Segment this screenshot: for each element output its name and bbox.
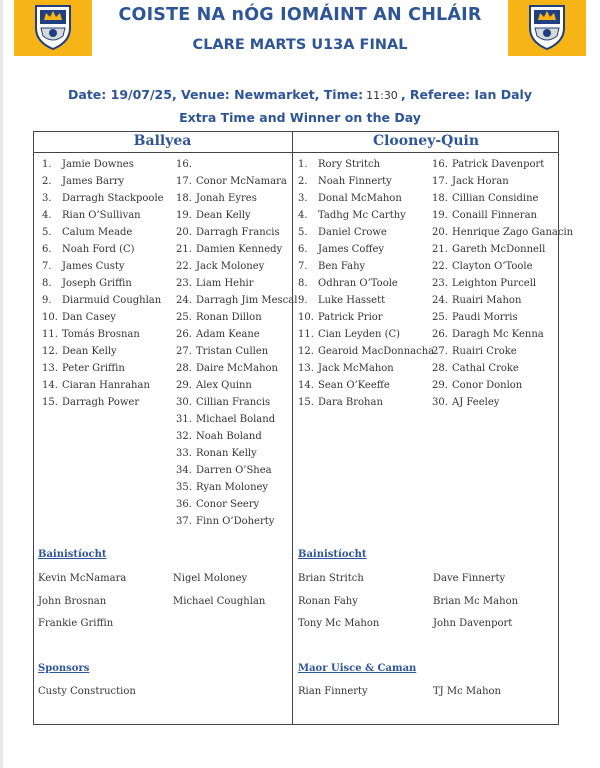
- player-row: [432, 207, 573, 224]
- player-row: [298, 275, 434, 292]
- player-row: [432, 394, 573, 411]
- right-players-subs: [432, 156, 573, 411]
- player-number: 28.: [432, 363, 448, 374]
- player-name: Gearoid MacDonnacha: [318, 346, 435, 357]
- player-number: 29.: [176, 380, 192, 391]
- player-number: 36.: [176, 499, 192, 510]
- player-number: 25.: [176, 312, 192, 323]
- player-name: Henrique Zago Ganacin: [452, 227, 574, 238]
- left-manager: John Brosnan: [38, 596, 107, 607]
- player-name: James Barry: [62, 176, 125, 187]
- player-row: [176, 462, 297, 479]
- player-name: Cathal Croke: [452, 363, 519, 374]
- player-name: Jamie Downes: [62, 159, 134, 170]
- right-manager: Brian Mc Mahon: [433, 596, 519, 607]
- player-number: 3.: [298, 193, 308, 204]
- player-name: Patrick Prior: [318, 312, 383, 323]
- player-row: [42, 156, 164, 173]
- player-row: [298, 207, 434, 224]
- player-row: [432, 275, 573, 292]
- player-number: 25.: [432, 312, 448, 323]
- player-name: Daniel Crowe: [318, 227, 387, 238]
- player-name: Dean Kelly: [196, 210, 251, 221]
- player-name: Liam Hehir: [196, 278, 254, 289]
- player-number: 15.: [298, 397, 314, 408]
- player-name: James Custy: [62, 261, 125, 272]
- left-sponsors-heading: Sponsors: [38, 663, 90, 674]
- player-row: [176, 513, 297, 530]
- player-name: Darragh Francis: [196, 227, 280, 238]
- player-name: Ronan Dillon: [196, 312, 262, 323]
- player-row: [42, 258, 164, 275]
- right-manager: Ronan Fahy: [298, 596, 358, 607]
- player-number: 27.: [176, 346, 192, 357]
- player-name: Gareth McDonnell: [452, 244, 546, 255]
- player-row: [42, 360, 164, 377]
- player-row: [176, 343, 297, 360]
- player-number: 31.: [176, 414, 192, 425]
- player-number: 34.: [176, 465, 192, 476]
- player-number: 3.: [42, 193, 52, 204]
- player-name: Ryan Moloney: [196, 482, 269, 493]
- team-name-right: Clooney-Quin: [372, 133, 480, 149]
- right-players-starting: [298, 156, 434, 411]
- player-number: 19.: [176, 210, 192, 221]
- player-name: Ciaran Hanrahan: [62, 380, 150, 391]
- player-row: [42, 275, 164, 292]
- player-name: James Coffey: [318, 244, 385, 255]
- player-name: Leighton Purcell: [452, 278, 537, 289]
- player-name: Dara Brohan: [318, 397, 383, 408]
- player-row: [432, 258, 573, 275]
- player-number: 9.: [298, 295, 308, 306]
- player-row: [176, 241, 297, 258]
- player-row: [432, 292, 573, 309]
- player-name: Daragh Mc Kenna: [452, 329, 544, 340]
- match-time: 11:30: [366, 89, 398, 102]
- player-row: [432, 241, 573, 258]
- player-name: Rory Stritch: [318, 159, 381, 170]
- left-manager: Frankie Griffin: [38, 618, 114, 629]
- player-row: [42, 394, 164, 411]
- player-name: Darragh Stackpoole: [62, 193, 164, 204]
- player-number: 16.: [432, 159, 448, 170]
- player-number: 12.: [298, 346, 314, 357]
- player-number: 15.: [42, 397, 58, 408]
- player-row: [432, 309, 573, 326]
- player-name: Joseph Griffin: [62, 278, 132, 289]
- player-row: [176, 411, 297, 428]
- player-number: 24.: [432, 295, 448, 306]
- player-row: [432, 190, 573, 207]
- player-row: [298, 173, 434, 190]
- player-row: [298, 377, 434, 394]
- player-number: 19.: [432, 210, 448, 221]
- player-number: 14.: [42, 380, 58, 391]
- right-manager: Brian Stritch: [298, 573, 364, 584]
- player-row: [176, 275, 297, 292]
- player-name: Donal McMahon: [318, 193, 402, 204]
- player-number: 8.: [42, 278, 52, 289]
- player-name: Ronan Kelly: [196, 448, 257, 459]
- left-manager: Michael Coughlan: [173, 596, 266, 607]
- player-name: Darren O’Shea: [196, 465, 272, 476]
- right-manager: John Davenport: [433, 618, 513, 629]
- document-title: COISTE NA nÓG IOMÁINT AN CHLÁIR: [118, 5, 482, 25]
- player-row: [176, 292, 297, 309]
- player-name: Peter Griffin: [62, 363, 125, 374]
- player-row: [432, 326, 573, 343]
- player-number: 4.: [298, 210, 308, 221]
- player-row: [176, 394, 297, 411]
- player-row: [176, 360, 297, 377]
- player-row: [176, 173, 297, 190]
- player-name: Jack Horan: [452, 176, 509, 187]
- player-row: [432, 156, 573, 173]
- player-name: Tadhg Mc Carthy: [318, 210, 406, 221]
- player-row: [42, 190, 164, 207]
- player-number: 21.: [432, 244, 448, 255]
- player-row: [176, 224, 297, 241]
- player-name: Darragh Power: [62, 397, 140, 408]
- player-number: 30.: [176, 397, 192, 408]
- left-players-subs: [176, 156, 297, 530]
- player-number: 37.: [176, 516, 192, 527]
- player-row: [42, 241, 164, 258]
- player-row: [176, 258, 297, 275]
- player-number: 20.: [176, 227, 192, 238]
- team-name-left: Ballyea: [133, 133, 192, 149]
- player-name: Cillian Considine: [452, 193, 539, 204]
- player-number: 1.: [42, 159, 52, 170]
- player-number: 18.: [432, 193, 448, 204]
- player-name: Ruairi Mahon: [452, 295, 522, 306]
- player-number: 35.: [176, 482, 192, 493]
- player-number: 5.: [42, 227, 52, 238]
- player-number: 23.: [176, 278, 192, 289]
- player-name: Conor Donlon: [452, 380, 523, 391]
- player-number: 5.: [298, 227, 308, 238]
- player-name: Cillian Francis: [196, 397, 271, 408]
- player-name: Jonah Eyres: [196, 193, 257, 204]
- right-management-heading: Bainistíocht: [298, 549, 367, 560]
- player-name: AJ Feeley: [452, 397, 500, 408]
- right-maor-heading: Maor Uisce & Caman: [298, 663, 417, 674]
- right-manager: Tony Mc Mahon: [298, 618, 380, 629]
- left-sponsor: Custy Construction: [38, 686, 136, 697]
- player-row: [42, 343, 164, 360]
- player-name: Diarmuid Coughlan: [62, 295, 162, 306]
- player-row: [298, 241, 434, 258]
- player-name: Luke Hassett: [318, 295, 386, 306]
- player-name: Sean O’Keeffe: [318, 380, 390, 391]
- left-manager: Nigel Moloney: [173, 573, 248, 584]
- player-row: [42, 309, 164, 326]
- player-number: 6.: [42, 244, 52, 255]
- player-name: Noah Finnerty: [318, 176, 392, 187]
- document-subtitle: CLARE MARTS U13A FINAL: [192, 37, 408, 53]
- player-row: [42, 292, 164, 309]
- player-number: 22.: [432, 261, 448, 272]
- player-row: [176, 377, 297, 394]
- player-row: [176, 445, 297, 462]
- player-name: Damien Kennedy: [196, 244, 283, 255]
- player-row: [298, 360, 434, 377]
- player-number: 8.: [298, 278, 308, 289]
- player-number: 9.: [42, 295, 52, 306]
- player-number: 11.: [42, 329, 58, 340]
- player-name: Rian O’Sullivan: [62, 210, 141, 221]
- player-name: Michael Boland: [196, 414, 276, 425]
- player-name: Tomás Brosnan: [62, 329, 140, 340]
- player-name: Tristan Cullen: [196, 346, 269, 357]
- player-row: [432, 224, 573, 241]
- match-referee: , Referee: Ian Daly: [400, 87, 532, 102]
- player-name: Ben Fahy: [318, 261, 366, 272]
- header-divider: [33, 152, 559, 153]
- player-name: Daire McMahon: [196, 363, 278, 374]
- right-manager: Dave Finnerty: [433, 573, 506, 584]
- player-name: Conor McNamara: [196, 176, 287, 187]
- player-number: 7.: [42, 261, 52, 272]
- player-name: Jack Moloney: [196, 261, 265, 272]
- player-name: Conaill Finneran: [452, 210, 537, 221]
- player-number: 24.: [176, 295, 192, 306]
- player-name: Clayton O’Toole: [452, 261, 533, 272]
- player-number: 11.: [298, 329, 314, 340]
- player-row: [42, 224, 164, 241]
- player-row: [176, 156, 297, 173]
- player-row: [298, 326, 434, 343]
- player-name: Patrick Davenport: [452, 159, 545, 170]
- player-number: 10.: [298, 312, 314, 323]
- player-number: 4.: [42, 210, 52, 221]
- player-row: [432, 173, 573, 190]
- player-number: 18.: [176, 193, 192, 204]
- player-number: 26.: [176, 329, 192, 340]
- player-name: Ruairi Croke: [452, 346, 517, 357]
- player-row: [176, 428, 297, 445]
- player-number: 13.: [42, 363, 58, 374]
- player-number: 16.: [176, 159, 192, 170]
- player-name: Paudi Morris: [452, 312, 518, 323]
- player-number: 27.: [432, 346, 448, 357]
- player-number: 1.: [298, 159, 308, 170]
- player-name: Dean Kelly: [62, 346, 117, 357]
- player-number: 30.: [432, 397, 448, 408]
- match-date-venue: Date: 19/07/25, Venue: Newmarket, Time:: [68, 87, 364, 102]
- player-number: 29.: [432, 380, 448, 391]
- player-number: 26.: [432, 329, 448, 340]
- right-maor: Rian Finnerty: [298, 686, 368, 697]
- player-row: [298, 343, 434, 360]
- player-row: [176, 190, 297, 207]
- player-row: [42, 377, 164, 394]
- player-name: Alex Quinn: [196, 380, 252, 391]
- player-row: [176, 207, 297, 224]
- player-number: 33.: [176, 448, 192, 459]
- left-management-heading: Bainistíocht: [38, 549, 107, 560]
- player-number: 10.: [42, 312, 58, 323]
- player-row: [298, 309, 434, 326]
- player-name: Adam Keane: [196, 329, 260, 340]
- player-row: [42, 173, 164, 190]
- right-maor: TJ Mc Mahon: [433, 686, 501, 697]
- player-name: Darragh Jim Mescal: [196, 295, 298, 306]
- player-row: [42, 207, 164, 224]
- player-row: [298, 258, 434, 275]
- player-number: 20.: [432, 227, 448, 238]
- player-name: Noah Boland: [196, 431, 262, 442]
- player-row: [176, 309, 297, 326]
- player-number: 21.: [176, 244, 192, 255]
- player-row: [176, 326, 297, 343]
- player-row: [176, 496, 297, 513]
- player-name: Jack McMahon: [318, 363, 394, 374]
- player-row: [432, 360, 573, 377]
- match-info: [0, 87, 600, 102]
- player-row: [298, 394, 434, 411]
- player-row: [176, 479, 297, 496]
- player-row: [432, 377, 573, 394]
- player-number: 14.: [298, 380, 314, 391]
- player-name: Calum Meade: [62, 227, 133, 238]
- player-row: [42, 326, 164, 343]
- player-number: 7.: [298, 261, 308, 272]
- player-row: [298, 190, 434, 207]
- player-row: [298, 224, 434, 241]
- player-number: 28.: [176, 363, 192, 374]
- player-number: 17.: [432, 176, 448, 187]
- player-name: Finn O’Doherty: [196, 516, 275, 527]
- player-name: Conor Seery: [196, 499, 260, 510]
- left-manager: Kevin McNamara: [38, 573, 127, 584]
- player-row: [298, 156, 434, 173]
- player-name: Dan Casey: [62, 312, 116, 323]
- player-number: 23.: [432, 278, 448, 289]
- player-number: 22.: [176, 261, 192, 272]
- player-name: Odhran O’Toole: [318, 278, 398, 289]
- player-row: [298, 292, 434, 309]
- player-name: Cian Leyden (C): [318, 329, 401, 340]
- player-number: 2.: [42, 176, 52, 187]
- player-number: 32.: [176, 431, 192, 442]
- left-players-starting: [42, 156, 164, 411]
- player-name: Noah Ford (C): [62, 244, 135, 255]
- player-number: 12.: [42, 346, 58, 357]
- player-number: 17.: [176, 176, 192, 187]
- match-note: Extra Time and Winner on the Day: [179, 110, 421, 125]
- player-number: 6.: [298, 244, 308, 255]
- player-number: 13.: [298, 363, 314, 374]
- player-row: [432, 343, 573, 360]
- player-number: 2.: [298, 176, 308, 187]
